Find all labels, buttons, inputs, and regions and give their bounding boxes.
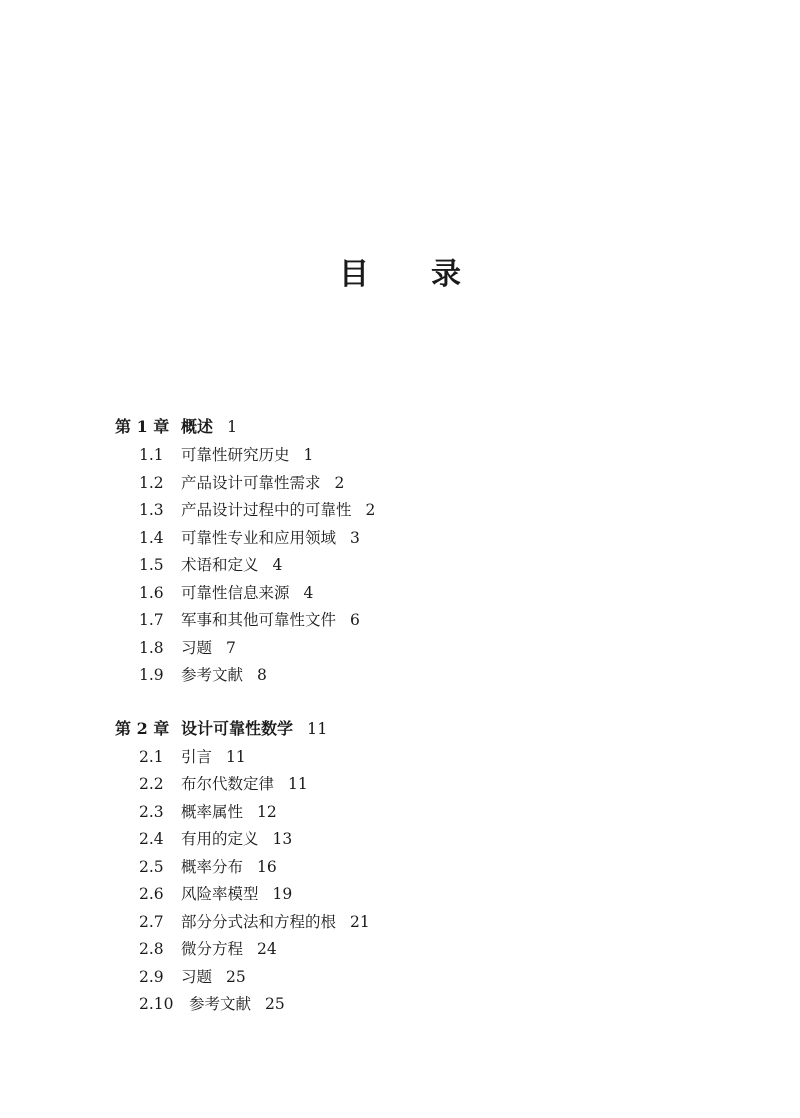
page-number: 2 — [365, 501, 376, 519]
section-title: 微分方程 — [181, 940, 244, 958]
page-number: 24 — [257, 940, 277, 958]
chapter-number: 第 2 章 — [115, 718, 170, 738]
section-title: 可靠性信息来源 — [181, 583, 290, 602]
toc-entry[interactable] — [115, 525, 715, 553]
toc-entry[interactable] — [115, 552, 715, 580]
section-number: 1.6 — [139, 583, 164, 602]
section-number: 1.9 — [139, 666, 164, 684]
section-title: 习题 — [181, 967, 213, 986]
section-number: 2.6 — [139, 885, 164, 903]
section-number: 2.9 — [139, 967, 164, 986]
page-title — [0, 258, 800, 292]
page-number: 3 — [350, 528, 360, 547]
page-number: 21 — [350, 912, 370, 931]
section-title: 术语和定义 — [181, 556, 259, 574]
toc-entry[interactable] — [115, 909, 715, 937]
section-title: 概率分布 — [181, 857, 244, 876]
section-title: 有用的定义 — [181, 830, 259, 848]
section-number: 1.2 — [139, 473, 164, 492]
page-number: 11 — [307, 718, 328, 738]
page-number: 19 — [272, 885, 293, 903]
toc-entry[interactable] — [115, 607, 715, 635]
chapter-2 — [115, 714, 715, 1019]
page-number: 12 — [257, 802, 277, 821]
page-number: 16 — [257, 857, 277, 876]
toc-entry[interactable] — [115, 881, 715, 909]
page-number: 2 — [334, 473, 345, 492]
toc-entry[interactable] — [115, 662, 715, 690]
title-char-2: 录 — [431, 257, 461, 292]
page-number: 8 — [257, 666, 267, 684]
section-number: 2.8 — [139, 940, 164, 958]
toc-entry[interactable] — [115, 936, 715, 964]
section-title: 概率属性 — [181, 802, 244, 821]
toc-entry[interactable] — [115, 744, 715, 772]
section-title: 习题 — [181, 638, 213, 657]
page-number: 11 — [226, 747, 246, 766]
toc-entry[interactable] — [115, 799, 715, 827]
chapter-title: 设计可靠性数学 — [181, 718, 294, 738]
page-number: 6 — [350, 611, 360, 629]
section-number: 1.8 — [139, 638, 164, 657]
section-title: 部分分式法和方程的根 — [181, 912, 337, 931]
toc-entry[interactable] — [115, 580, 715, 608]
chapter-heading[interactable] — [115, 412, 715, 442]
section-number: 1.7 — [139, 611, 164, 629]
page-number: 1 — [303, 446, 314, 464]
toc-entry[interactable] — [115, 497, 715, 525]
toc-entry[interactable] — [115, 771, 715, 799]
page-number: 7 — [226, 638, 236, 657]
section-number: 2.7 — [139, 912, 164, 931]
toc-entry[interactable] — [115, 964, 715, 992]
toc-entry[interactable] — [115, 470, 715, 498]
section-title: 军事和其他可靠性文件 — [181, 611, 337, 629]
section-number: 1.3 — [139, 501, 164, 519]
table-of-contents — [115, 412, 715, 1043]
section-number: 1.4 — [139, 528, 164, 547]
chapter-number: 第 1 章 — [115, 417, 170, 436]
section-title: 参考文献 — [189, 995, 252, 1013]
section-number: 2.4 — [139, 830, 164, 848]
page-number: 4 — [303, 583, 314, 602]
toc-entry[interactable] — [115, 635, 715, 663]
section-title: 布尔代数定律 — [181, 775, 275, 793]
section-number: 2.10 — [139, 995, 174, 1013]
section-title: 产品设计过程中的可靠性 — [181, 501, 352, 519]
section-number: 2.2 — [139, 775, 164, 793]
section-number: 2.1 — [139, 747, 164, 766]
title-char-1: 目 — [339, 257, 369, 292]
section-number: 1.5 — [139, 556, 164, 574]
page-number: 1 — [227, 417, 238, 436]
toc-entry[interactable] — [115, 991, 715, 1019]
page-number: 25 — [226, 967, 246, 986]
section-number: 2.3 — [139, 802, 164, 821]
toc-entry[interactable] — [115, 442, 715, 470]
section-title: 引言 — [181, 747, 213, 766]
toc-entry[interactable] — [115, 826, 715, 854]
chapter-heading[interactable] — [115, 714, 715, 744]
section-title: 风险率模型 — [181, 885, 259, 903]
section-number: 2.5 — [139, 857, 164, 876]
chapter-1 — [115, 412, 715, 690]
toc-entry[interactable] — [115, 854, 715, 882]
section-title: 产品设计可靠性需求 — [181, 473, 321, 492]
section-title: 参考文献 — [181, 666, 244, 684]
section-number: 1.1 — [139, 446, 164, 464]
section-title: 可靠性专业和应用领域 — [181, 528, 337, 547]
page-number: 4 — [272, 556, 283, 574]
page-number: 11 — [288, 775, 308, 793]
page-number: 25 — [265, 995, 285, 1013]
section-title: 可靠性研究历史 — [181, 446, 290, 464]
page-number: 13 — [272, 830, 293, 848]
chapter-title: 概述 — [181, 417, 214, 436]
